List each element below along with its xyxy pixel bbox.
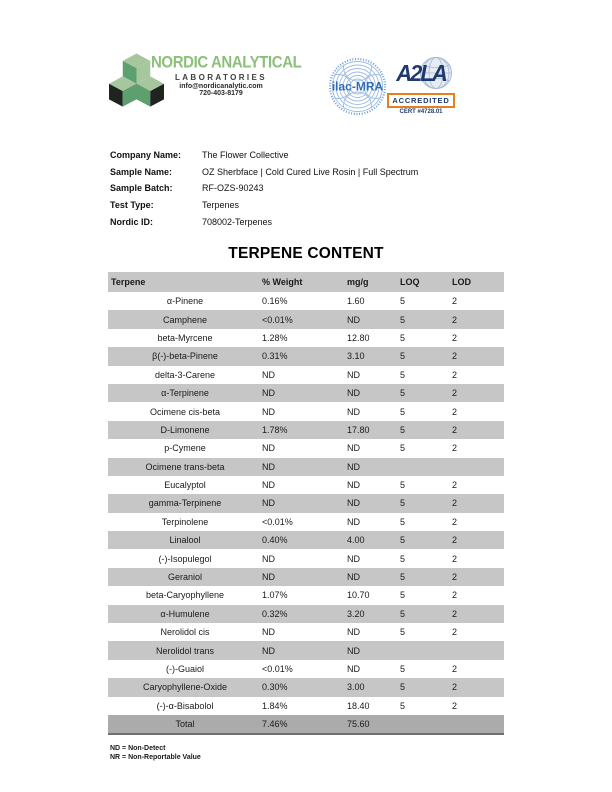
cell-mgg: ND (347, 461, 360, 472)
cell-lod: 2 (452, 332, 458, 343)
ilac-mra-seal-icon (329, 57, 386, 116)
cell-terpene: β(-)-beta-Pinene (152, 351, 218, 362)
cell-loq: 5 (400, 296, 406, 307)
table-row (108, 605, 504, 623)
table-row (108, 513, 504, 531)
report-title: TERPENE CONTENT (228, 245, 384, 262)
sample-info-value: Terpenes (202, 200, 240, 211)
cell-loq: 5 (400, 516, 406, 527)
cell-terpene: Ocimene cis-beta (149, 406, 221, 417)
cell-weight: 1.28% (262, 332, 288, 343)
cell-weight: ND (262, 369, 275, 380)
table-row (108, 494, 504, 512)
table-row (108, 347, 504, 365)
cell-mgg: 10.70 (347, 590, 370, 601)
cell-terpene: Caryophyllene-Oxide (142, 682, 228, 693)
cell-terpene: beta-Myrcene (157, 332, 213, 343)
cell-mgg: ND (347, 388, 360, 399)
logo-phone: 720-403-8179 (199, 90, 243, 97)
cell-weight: <0.01% (262, 664, 293, 674)
cell-loq: 5 (400, 443, 406, 454)
cell-weight: 0.31% (262, 351, 288, 362)
cell-loq: 5 (400, 498, 406, 509)
cell-weight: 0.40% (262, 535, 288, 546)
cell-terpene: (-)-Isopulegol (158, 553, 212, 564)
table-row (108, 586, 504, 604)
cell-lod: 2 (452, 498, 458, 509)
cell-weight: 0.30% (262, 682, 288, 693)
cell-loq: 5 (400, 664, 406, 674)
cell-loq: 5 (400, 700, 406, 711)
cell-lod: 2 (452, 388, 458, 399)
table-row (108, 310, 504, 328)
table-row (108, 476, 504, 494)
sample-info-label: Sample Batch: (110, 183, 173, 194)
cell-terpene: (-)-Guaiol (165, 664, 204, 674)
table-row (108, 641, 504, 659)
cell-lod: 2 (452, 553, 458, 564)
sample-info-row (110, 164, 418, 181)
cell-lod: 2 (452, 314, 458, 325)
a2la-accredited-seal (386, 57, 456, 115)
sample-info-label: Company Name: (110, 150, 182, 161)
cell-loq: 5 (400, 535, 406, 546)
table-row (108, 531, 504, 549)
total-mgg: 75.60 (347, 718, 370, 729)
cell-terpene: Camphene (162, 314, 208, 325)
total-weight: 7.46% (262, 718, 288, 729)
terpene-table-body (108, 292, 504, 715)
cell-mgg: 17.80 (347, 424, 370, 435)
cell-weight: ND (262, 627, 275, 638)
cell-mgg: ND (347, 553, 360, 564)
sample-info-value: 708002-Terpenes (202, 216, 273, 227)
cell-weight: 1.07% (262, 590, 288, 601)
cell-lod: 2 (452, 608, 458, 619)
cell-mgg: ND (347, 645, 360, 656)
cell-lod: 2 (452, 627, 458, 638)
cell-terpene: Linalool (169, 535, 201, 546)
cell-mgg: 3.20 (347, 608, 365, 619)
table-row (108, 549, 504, 567)
cell-weight: ND (262, 498, 275, 509)
col-header-loq: LOQ (400, 277, 420, 287)
table-row (108, 678, 504, 696)
cell-terpene: Eucalyptol (164, 480, 206, 491)
table-row (108, 660, 504, 678)
cell-mgg: 12.80 (347, 332, 370, 343)
footnote-nd: ND = Non-Detect (110, 745, 166, 752)
cell-mgg: 18.40 (347, 700, 370, 711)
cell-mgg: ND (347, 498, 360, 509)
a2la-cert-number: CERT #4728.01 (399, 109, 443, 115)
table-row (108, 458, 504, 476)
a2la-accredited-label: ACCREDITED (387, 93, 454, 108)
cell-terpene: Ocimene trans-beta (145, 461, 225, 472)
logo-text-block (151, 53, 302, 97)
cell-weight: <0.01% (262, 516, 293, 527)
table-row (108, 329, 504, 347)
cell-loq: 5 (400, 332, 406, 343)
cell-weight: 1.78% (262, 424, 288, 435)
sample-info-value: OZ Sherbface | Cold Cured Live Rosin | Full Spectrum (202, 166, 419, 177)
cell-mgg: 3.00 (347, 682, 365, 693)
sample-info-row (110, 213, 418, 230)
cell-weight: <0.01% (262, 314, 293, 325)
cell-terpene: D-Limonene (160, 424, 210, 435)
cell-terpene: beta-Caryophyllene (145, 590, 225, 601)
table-total-row (108, 715, 504, 735)
cell-loq: 5 (400, 424, 406, 435)
cell-mgg: 3.10 (347, 351, 365, 362)
cell-terpene: Nerolidol trans (155, 645, 215, 656)
col-header-mgg: mg/g (347, 277, 369, 287)
cell-weight: ND (262, 461, 275, 472)
cell-loq: 5 (400, 627, 406, 638)
logo-company-name: NORDIC ANALYTICAL (151, 53, 302, 73)
footnotes (110, 745, 201, 762)
table-row (108, 439, 504, 457)
cell-mgg: 4.00 (347, 535, 365, 546)
cell-lod: 2 (452, 369, 458, 380)
cell-lod: 2 (452, 700, 458, 711)
total-label: Total (175, 718, 195, 729)
cell-lod: 2 (452, 443, 458, 454)
cell-weight: 1.84% (262, 700, 288, 711)
cell-weight: ND (262, 572, 275, 583)
sample-info-label: Nordic ID: (110, 216, 154, 227)
cell-lod: 2 (452, 516, 458, 527)
cell-mgg: ND (347, 572, 360, 583)
cell-loq: 5 (400, 480, 406, 491)
cell-weight: 0.16% (262, 296, 288, 307)
cell-terpene: Geraniol (167, 572, 203, 583)
cell-weight: ND (262, 645, 275, 656)
cell-weight: ND (262, 406, 275, 417)
cell-lod: 2 (452, 351, 458, 362)
cell-mgg: ND (347, 443, 360, 454)
cell-loq: 5 (400, 553, 406, 564)
footnote-nr: NR = Non-Reportable Value (110, 753, 201, 761)
cell-terpene: p-Cymene (164, 443, 206, 454)
cell-loq: 5 (400, 608, 406, 619)
cell-terpene: α-Humulene (160, 608, 210, 619)
logo-email: info@nordicanalytic.com (179, 83, 263, 90)
sample-info-value: RF-OZS-90243 (202, 183, 264, 194)
sample-info-row (110, 180, 418, 197)
cell-lod: 2 (452, 590, 458, 601)
sample-info (110, 147, 418, 230)
ilac-mra-text: ilac-MRA (331, 79, 384, 94)
ilac-mra-seal (329, 57, 386, 116)
cell-mgg: ND (347, 516, 360, 527)
table-row (108, 402, 504, 420)
table-row (108, 697, 504, 715)
cell-lod: 2 (452, 296, 458, 307)
cell-mgg: ND (347, 406, 360, 417)
cell-lod: 2 (452, 682, 458, 693)
cell-loq: 5 (400, 388, 406, 399)
col-header-weight: % Weight (262, 277, 303, 287)
terpene-table (108, 272, 504, 735)
cell-loq: 5 (400, 572, 406, 583)
cell-loq: 5 (400, 590, 406, 601)
cell-terpene: Nerolidol cis (160, 627, 210, 638)
cell-weight: ND (262, 553, 275, 564)
col-header-terpene: Terpene (111, 277, 146, 287)
cell-loq: 5 (400, 314, 406, 325)
cell-lod: 2 (452, 535, 458, 546)
table-row (108, 384, 504, 402)
table-header-row (108, 272, 504, 292)
table-row (108, 568, 504, 586)
cell-mgg: 1.60 (347, 296, 365, 307)
cell-lod: 2 (452, 424, 458, 435)
cell-terpene: α-Pinene (166, 296, 204, 307)
col-header-lod: LOD (452, 277, 471, 287)
sample-info-value: The Flower Collective (202, 150, 289, 161)
logo-subtitle: LABORATORIES (174, 73, 268, 82)
cell-lod: 2 (452, 406, 458, 417)
cell-mgg: ND (347, 480, 360, 491)
a2la-logo-art (386, 57, 456, 90)
cell-lod: 2 (452, 480, 458, 491)
cell-mgg: ND (347, 627, 360, 638)
cell-loq: 5 (400, 682, 406, 693)
cell-terpene: gamma-Terpinene (148, 498, 222, 509)
sample-info-label: Test Type: (110, 200, 154, 211)
cell-mgg: ND (347, 314, 360, 325)
cell-terpene: delta-3-Carene (154, 369, 216, 380)
cell-weight: ND (262, 443, 275, 454)
sample-info-row (110, 147, 418, 164)
sample-info-label: Sample Name: (110, 166, 173, 177)
cell-weight: ND (262, 388, 275, 399)
cell-weight: ND (262, 480, 275, 491)
cell-mgg: ND (347, 369, 360, 380)
cell-terpene: (-)-α-Bisabolol (156, 700, 214, 711)
cell-loq: 5 (400, 406, 406, 417)
a2la-letters: A2LA (396, 60, 446, 87)
table-row (108, 623, 504, 641)
cell-loq: 5 (400, 369, 406, 380)
cell-weight: 0.32% (262, 608, 288, 619)
table-row (108, 366, 504, 384)
cell-terpene: Terpinolene (161, 516, 209, 527)
sample-info-row (110, 197, 418, 214)
table-row (108, 421, 504, 439)
cell-terpene: α-Terpinene (161, 388, 209, 399)
table-row (108, 292, 504, 310)
cell-lod: 2 (452, 664, 458, 674)
cell-mgg: ND (347, 664, 360, 674)
cell-lod: 2 (452, 572, 458, 583)
cell-loq: 5 (400, 351, 406, 362)
